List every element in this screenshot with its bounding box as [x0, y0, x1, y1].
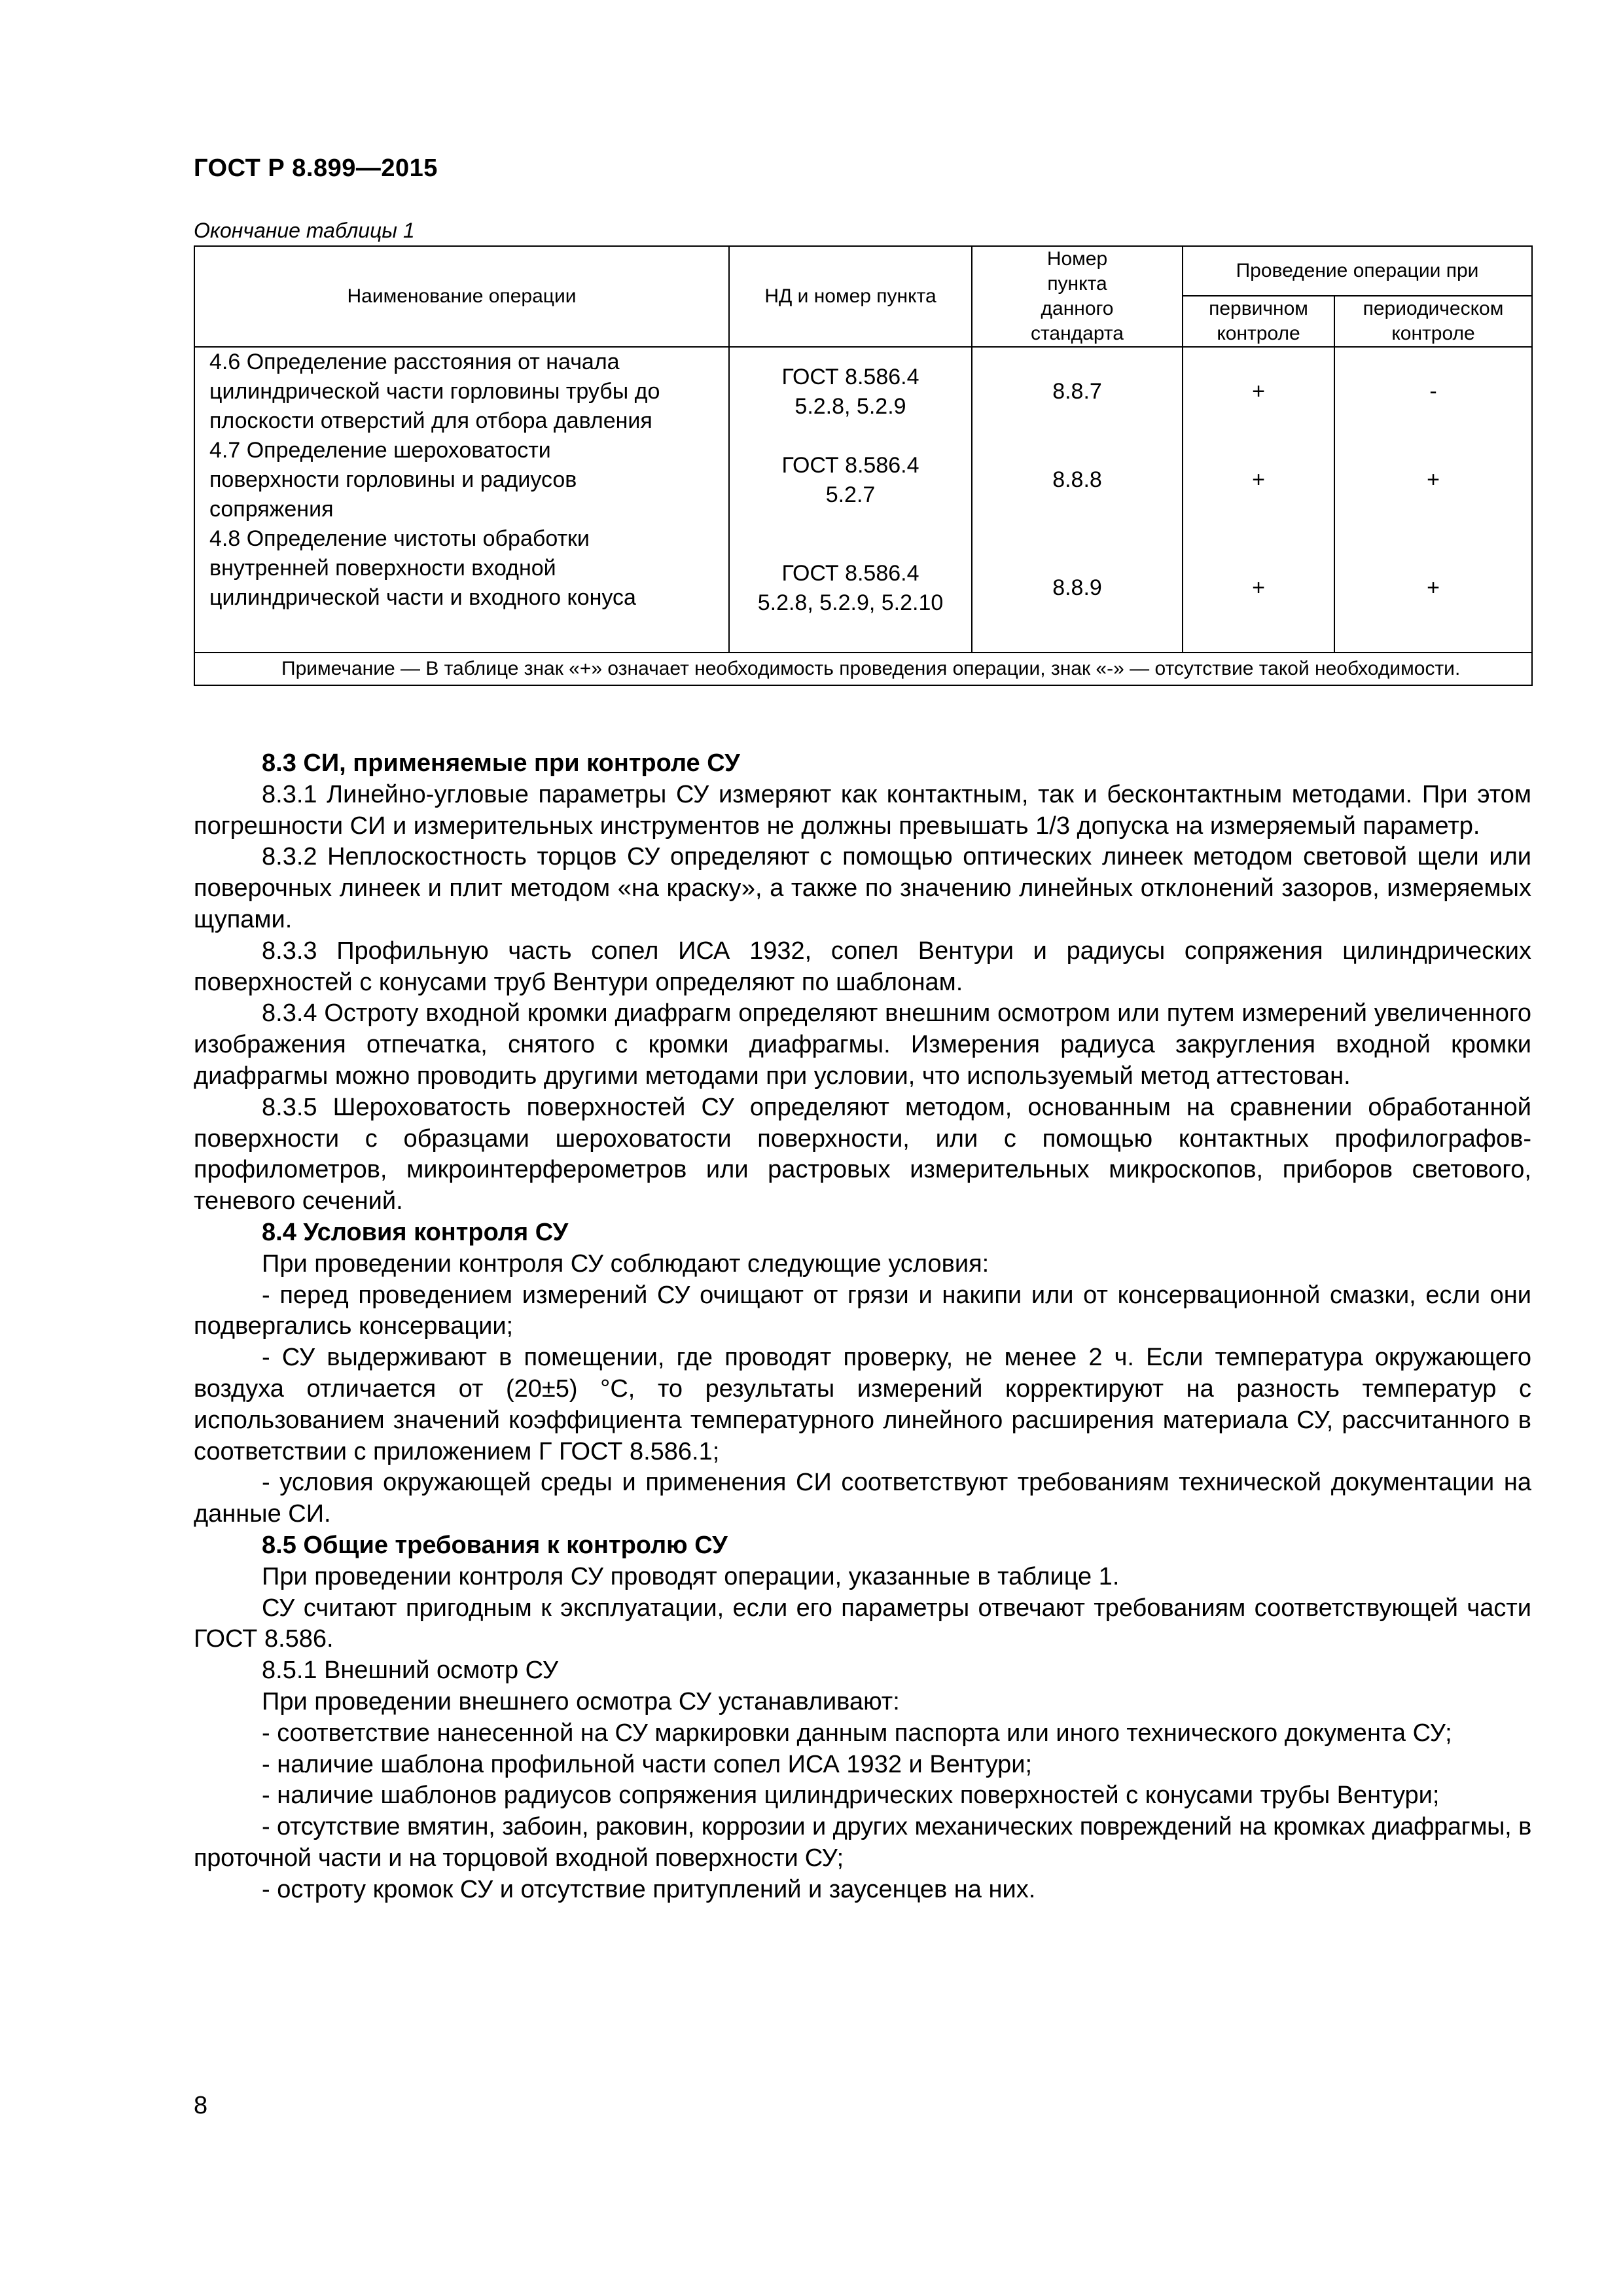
paragraph: - остроту кромок СУ и отсутствие притуплений и заусенцев на них. — [262, 1875, 1036, 1903]
table-note-cell — [194, 653, 1532, 685]
operation-name-line: цилиндрической части и входного конуса — [209, 585, 636, 610]
operations-table — [194, 245, 1533, 686]
nd-clause-line: ГОСТ 8.586.4 — [781, 560, 919, 586]
paragraph: СУ считают пригодным к эксплуатации, если его параметры отвечают требованиям соответствующей части ГОСТ 8.586. — [194, 1594, 1531, 1653]
cell-primary-control: + — [1183, 347, 1334, 436]
body-text — [194, 748, 1531, 1905]
page-number: 8 — [194, 2092, 208, 2119]
paragraph: При проведении контроля СУ соблюдают следующие условия: — [262, 1249, 990, 1278]
section-heading: 8.5 Общие требования к контролю СУ — [262, 1531, 728, 1559]
header-primary-control: первичном контроле — [1183, 296, 1334, 347]
paragraph: 8.5.1 Внешний осмотр СУ — [262, 1657, 558, 1685]
cell-standard-clause: 8.8.9 — [972, 524, 1183, 653]
table-row — [194, 347, 1532, 436]
paragraph: - условия окружающей среды и применения СИ соответствуют требованиям технической документации на данные СИ. — [194, 1469, 1531, 1528]
paragraph: - наличие шаблона профильной части сопел ИСА 1932 и Вентури; — [262, 1750, 1033, 1778]
section-heading: 8.4 Условия контроля СУ — [262, 1218, 569, 1246]
table-note-row — [194, 653, 1532, 685]
paragraph: 8.3.1 Линейно-угловые параметры СУ измеряют как контактным, так и бесконтактным методами. При этом погрешности СИ и измерительных инструментов не должны превышать 1/3 допуска на измеряемый параметр. — [194, 780, 1531, 840]
cell-nd-clause — [729, 347, 972, 436]
paragraph: - перед проведением измерений СУ очищают от грязи и накипи или от консервационной смазки, если они подвергались консервации; — [194, 1281, 1531, 1340]
cell-standard-clause: 8.8.8 — [972, 436, 1183, 524]
nd-clause-line: ГОСТ 8.586.4 — [781, 364, 919, 389]
operation-name-line: плоскости отверстий для отбора давления — [209, 408, 652, 433]
paragraph: При проведении внешнего осмотра СУ устанавливают: — [262, 1687, 900, 1715]
paragraph: 8.3.2 Неплоскостность торцов СУ определяют с помощью оптических линеек методом световой щели или поверочных линеек и плит методом «на краску», а также по значению линейных отклонений зазоров, измеряемых щупами. — [194, 843, 1531, 933]
cell-nd-clause — [729, 524, 972, 653]
paragraph: - наличие шаблонов радиусов сопряжения цилиндрических поверхностей с конусами трубы Вентури; — [262, 1782, 1440, 1810]
operation-name-line: 4.6 Определение расстояния от начала — [209, 350, 620, 374]
cell-periodic-control: + — [1334, 436, 1532, 524]
nd-clause-line: 5.2.7 — [825, 482, 876, 507]
table-row — [194, 436, 1532, 524]
section-heading: 8.3 СИ, применяемые при контроле СУ — [262, 749, 740, 777]
header-periodic-control: периодическом контроле — [1334, 296, 1532, 347]
cell-nd-clause — [729, 436, 972, 524]
header-conduct: Проведение операции при — [1183, 246, 1532, 296]
table-body — [194, 347, 1532, 685]
header-standard-clause: Номер пункта данного стандарта — [972, 246, 1183, 347]
operation-name-line: сопряжения — [209, 497, 334, 522]
paragraph: 8.3.5 Шероховатость поверхностей СУ определяют методом, основанным на сравнении обработанной поверхности с образцами шероховатости поверхности, или с помощью контактных профилографов-профилометров, микроинтерферометров или растровых измерительных микроскопов, приборов светового, теневого сечений. — [194, 1093, 1531, 1215]
operation-name-line: 4.7 Определение шероховатости — [209, 438, 551, 463]
cell-primary-control: + — [1183, 524, 1334, 653]
nd-clause-line: ГОСТ 8.586.4 — [781, 452, 919, 478]
operation-name-line: 4.8 Определение чистоты обработки — [209, 526, 590, 551]
cell-standard-clause: 8.8.7 — [972, 347, 1183, 436]
paragraph: 8.3.3 Профильную часть сопел ИСА 1932, сопел Вентури и радиусы сопряжения цилиндрических поверхностей с конусами труб Вентури определяют по шаблонам. — [194, 937, 1531, 996]
header-nd-clause: НД и номер пункта — [729, 246, 972, 347]
table-header — [194, 246, 1532, 347]
operation-name-line: цилиндрической части горловины трубы до — [209, 379, 660, 404]
header-operation-name: Наименование операции — [194, 246, 729, 347]
nd-clause-line: 5.2.8, 5.2.9 — [794, 393, 906, 419]
operation-name-line: внутренней поверхности входной — [209, 556, 556, 581]
cell-periodic-control: + — [1334, 524, 1532, 653]
paragraph: - отсутствие вмятин, забоин, раковин, коррозии и других механических повреждений на кромках диафрагмы, в проточной части и на торцовой входной поверхности СУ; — [194, 1813, 1531, 1872]
paragraph: При проведении контроля СУ проводят операции, указанные в таблице 1. — [262, 1562, 1120, 1590]
table-row — [194, 524, 1532, 653]
paragraph: - СУ выдерживают в помещении, где проводят проверку, не менее 2 ч. Если температура окружающего воздуха отличается от (20±5) °С, то результаты измерений корректируют на разность температур с использованием значений коэффициента температурного линейного расширения материала СУ, рассчитанного в соответствии с приложением Г ГОСТ 8.586.1; — [194, 1344, 1531, 1465]
cell-operation-name — [194, 436, 729, 524]
cell-periodic-control: - — [1334, 347, 1532, 436]
cell-operation-name — [194, 524, 729, 653]
cell-operation-name — [194, 347, 729, 436]
table-note: Примечание — В таблице знак «+» означает необходимость проведения операции, знак «-» — отсутствие такой необходимости. — [281, 658, 1461, 679]
operation-name-line: поверхности горловины и радиусов — [209, 467, 577, 492]
document-header: ГОСТ Р 8.899—2015 — [194, 154, 438, 182]
cell-primary-control: + — [1183, 436, 1334, 524]
paragraph: - соответствие нанесенной на СУ маркировки данным паспорта или иного технического документа СУ; — [262, 1719, 1452, 1747]
paragraph: 8.3.4 Остроту входной кромки диафрагм определяют внешним осмотром или путем измерений увеличенного изображения отпечатка, снятого с кромки диафрагмы. Измерения радиуса закругления входной кромки диафрагмы можно проводить другими методами при условии, что используемый метод аттестован. — [194, 999, 1531, 1090]
nd-clause-line: 5.2.8, 5.2.9, 5.2.10 — [757, 590, 944, 615]
table-caption: Окончание таблицы 1 — [194, 219, 415, 242]
